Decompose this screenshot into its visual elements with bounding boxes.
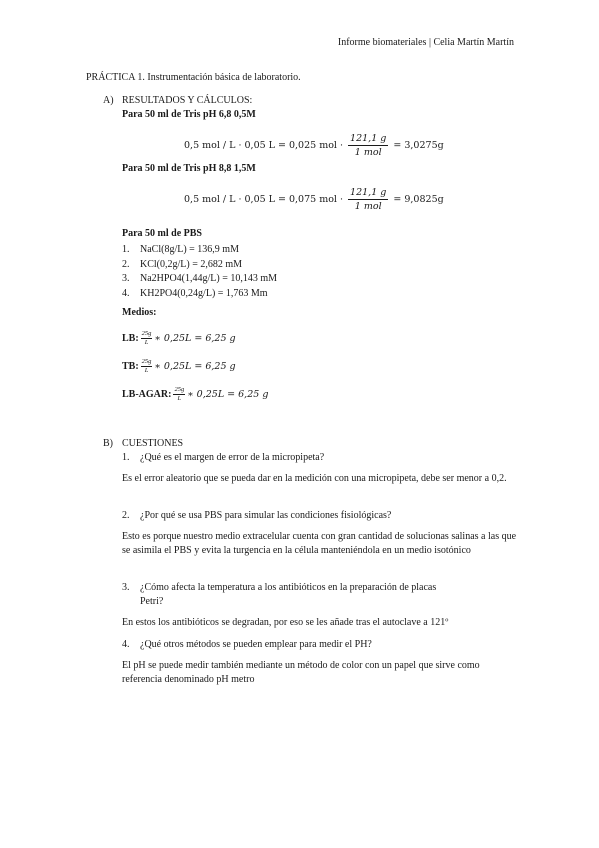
section-a-heading: RESULTADOS Y CÁLCULOS:	[122, 95, 253, 106]
answer-4: El pH se puede medir también mediante un método de color con un papel que sirve como referencia denominado pH metro	[122, 660, 480, 685]
medio-row-lb-agar: LB-AGAR: $\frac{25g}{L}$ ∗ 0,25L = 6,25 g	[122, 386, 269, 402]
medio-row-lb: LB: $\frac{25g}{L}$ ∗ 0,25L = 6,25 g	[122, 330, 236, 346]
tris1-title: Para 50 ml de Tris pH 6,8 0,5M	[122, 109, 256, 120]
pbs-title: Para 50 ml de PBS	[122, 228, 202, 239]
list-item: 3. Na2HPO4(1,44g/L) = 10,143 mM	[122, 273, 278, 284]
answer-3: En estos los antibióticos se degradan, por eso se les añade tras el autoclave a 121º	[122, 617, 449, 628]
question-3-continuation: Petri?	[140, 596, 164, 607]
tris1-lhs: 0,5 mol / L · 0,05 L = 0,025 mol ·	[184, 140, 344, 151]
tris2-denominator: 1 mol	[354, 201, 382, 212]
tris1-numerator: 121,1 g	[350, 133, 387, 144]
medio-row-tb: TB: $\frac{25g}{L}$ ∗ 0,25L = 6,25 g	[122, 358, 236, 374]
answer-1: Es el error aleatorio que se pueda dar en la medición con una micropipeta, debe ser menor a 0,2.	[122, 473, 507, 484]
tris2-title: Para 50 ml de Tris pH 8,8 1,5M	[122, 163, 256, 174]
list-item: 1. NaCl(8g/L) = 136,9 mM	[122, 244, 239, 255]
tris2-result: = 9,0825g	[393, 194, 444, 205]
section-b-marker: B)	[103, 438, 113, 449]
list-item: 2. KCl(0,2g/L) = 2,682 mM	[122, 258, 243, 270]
practice-title: PRÁCTICA 1. Instrumentación básica de laboratorio.	[86, 72, 301, 83]
tris2-lhs: 0,5 mol / L · 0,05 L = 0,075 mol ·	[184, 194, 344, 205]
list-item: 4. KH2PO4(0,24g/L) = 1,763 Mm	[122, 287, 268, 299]
section-a-marker: A)	[103, 95, 114, 106]
tris2-numerator: 121,1 g	[350, 187, 387, 198]
pbs-list	[122, 243, 277, 301]
tris1-denominator: 1 mol	[354, 147, 382, 158]
medios-title: Medios:	[122, 307, 157, 318]
answer-2: Esto es porque nuestro medio extracelular cuenta con gran cantidad de solucionas salinas a las que se asimila el PBS y evita la turgencia en la célula manteniéndola en un medio isotónico	[122, 531, 517, 556]
tris2-equation	[184, 187, 444, 212]
page-header: Informe biomateriales | Celia Martín Martín	[337, 37, 514, 48]
question-4: 4. ¿Qué otros métodos se pueden emplear para medir el PH?	[122, 639, 372, 650]
question-3: 3. ¿Cómo afecta la temperatura a los antibióticos en la preparación de placas	[122, 582, 437, 593]
tris1-equation	[184, 133, 444, 158]
question-2: 2. ¿Por qué se usa PBS para simular las condiciones fisiológicas?	[122, 510, 392, 521]
tris1-result: = 3,0275g	[393, 140, 444, 151]
section-b-heading: CUESTIONES	[122, 438, 184, 449]
question-1: 1. ¿Qué es el margen de error de la micropipeta?	[122, 452, 325, 463]
